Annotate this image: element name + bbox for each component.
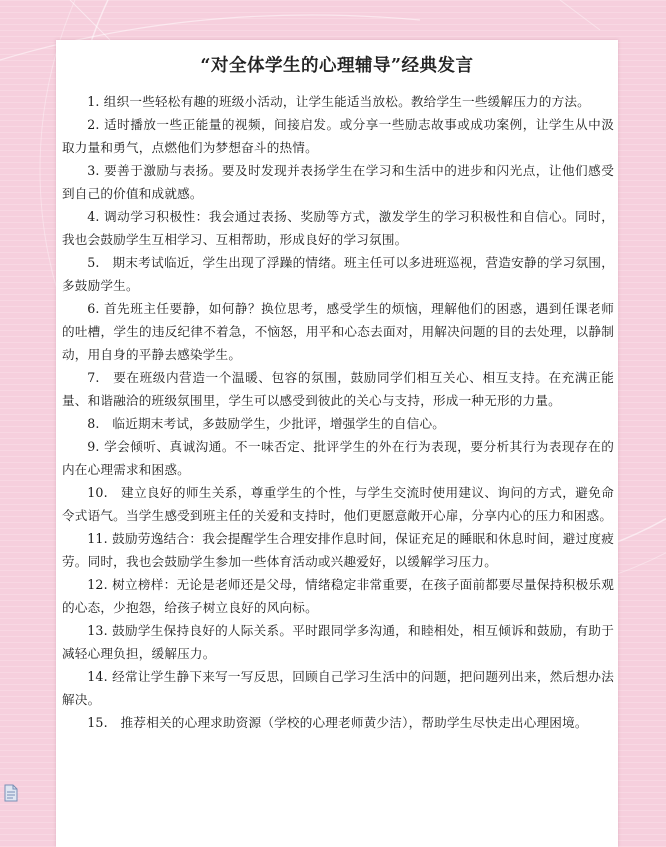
- list-item: 9. 学会倾听、真诚沟通。不一味否定、批评学生的外在行为表现，要分析其行为表现存在的内在心理需求和困惑。: [62, 439, 614, 477]
- advice-list: [62, 90, 614, 734]
- list-item: 10. 建立良好的师生关系，尊重学生的个性，与学生交流时使用建议、询问的方式，避免命令式语气。当学生感受到班主任的关爱和支持时，他们更愿意敞开心扉，分享内心的压力和困惑。: [62, 485, 614, 523]
- list-item: 12. 树立榜样：无论是老师还是父母，情绪稳定非常重要，在孩子面前都要尽量保持积极乐观的心态，少抱怨，给孩子树立良好的风向标。: [62, 577, 614, 615]
- list-item: 11. 鼓励劳逸结合：我会提醒学生合理安排作息时间，保证充足的睡眠和休息时间，避过度疲劳。同时，我也会鼓励学生参加一些体育活动或兴趣爱好，以缓解学习压力。: [62, 531, 614, 569]
- list-item: 1. 组织一些轻松有趣的班级小活动，让学生能适当放松。教给学生一些缓解压力的方法。: [87, 94, 590, 109]
- list-item: 7. 要在班级内营造一个温暖、包容的氛围，鼓励同学们相互关心、相互支持。在充满正能量、和谐融洽的班级氛围里，学生可以感受到彼此的关心与支持，形成一种无形的力量。: [62, 370, 614, 408]
- list-item: 3. 要善于激励与表扬。要及时发现并表扬学生在学习和生活中的进步和闪光点，让他们感受到自己的价值和成就感。: [62, 163, 614, 201]
- list-item: 2. 适时播放一些正能量的视频，间接启发。或分享一些励志故事或成功案例，让学生从中汲取力量和勇气，点燃他们为梦想奋斗的热情。: [62, 117, 614, 155]
- list-item: 14. 经常让学生静下来写一写反思，回顾自己学习生活中的问题，把问题列出来，然后想办法解决。: [62, 669, 614, 707]
- list-item: 8. 临近期末考试，多鼓励学生，少批评，增强学生的自信心。: [87, 416, 446, 431]
- list-item: 6. 首先班主任要静，如何静？换位思考，感受学生的烦恼，理解他们的困惑，遇到任课老师的吐槽，学生的违反纪律不着急，不恼怒，用平和心态去面对，用解决问题的目的去处理，以静制动，用自身的平静去感染学生。: [62, 301, 614, 362]
- list-item: 13. 鼓励学生保持良好的人际关系。平时跟同学多沟通，和睦相处，相互倾诉和鼓励，有助于减轻心理负担，缓解压力。: [62, 623, 614, 661]
- list-item: 4. 调动学习积极性：我会通过表扬、奖励等方式，激发学生的学习积极性和自信心。同时，我也会鼓励学生互相学习、互相帮助，形成良好的学习氛围。: [62, 209, 614, 247]
- list-item: 15. 推荐相关的心理求助资源（学校的心理老师黄少洁），帮助学生尽快走出心理困境。: [87, 715, 588, 730]
- document-title: “对全体学生的心理辅导”经典发言: [200, 56, 474, 76]
- document-icon[interactable]: [4, 784, 18, 802]
- document-page: [56, 40, 618, 847]
- list-item: 5. 期末考试临近，学生出现了浮躁的情绪。班主任可以多进班巡视，营造安静的学习氛围，多鼓励学生。: [62, 255, 614, 293]
